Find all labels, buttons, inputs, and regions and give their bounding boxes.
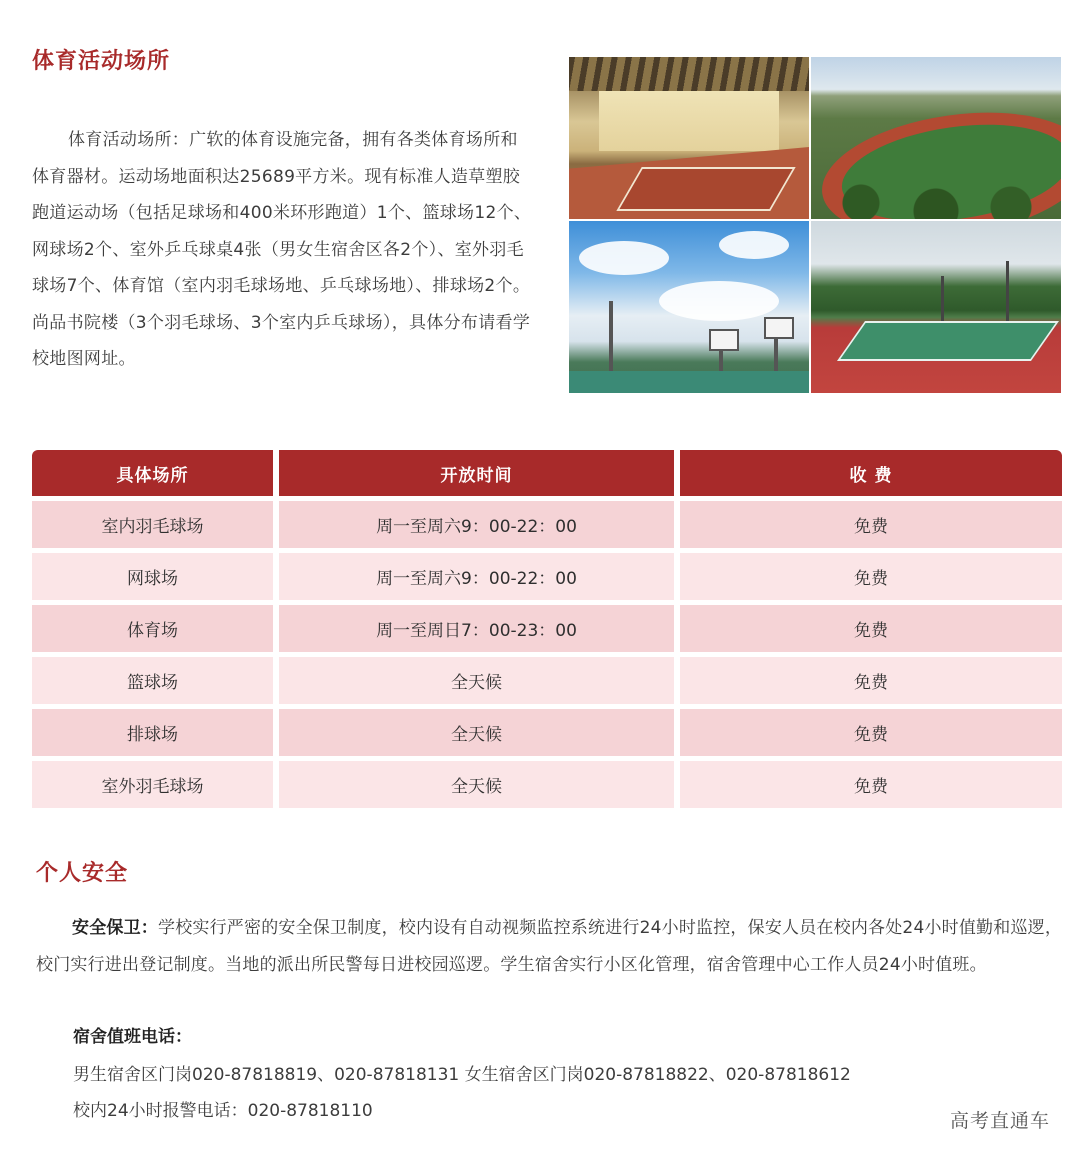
table-row [32, 605, 1062, 652]
sports-photo-grid [569, 57, 1061, 393]
fee-cell: 免费 [680, 709, 1062, 756]
time-cell: 全天候 [279, 709, 674, 756]
table-header-row [32, 450, 1062, 496]
alarm-phone-line: 校内24小时报警电话：020-87818110 [73, 1101, 373, 1121]
dorm-phone-line: 男生宿舍区门岗020-87818819、020-87818131 女生宿舍区门岗020-87818822、020-87818612 [73, 1065, 851, 1085]
header-fee: 收 费 [680, 450, 1062, 496]
header-open-time: 开放时间 [279, 450, 674, 496]
fee-cell: 免费 [680, 761, 1062, 808]
fee-cell: 免费 [680, 605, 1062, 652]
time-cell: 周一至周六9：00-22：00 [279, 501, 674, 548]
basketball-court-photo [569, 221, 809, 393]
venue-schedule-table [26, 445, 1068, 813]
venue-cell: 室内羽毛球场 [32, 501, 273, 548]
table-row [32, 709, 1062, 756]
header-venue: 具体场所 [32, 450, 273, 496]
time-cell: 周一至周六9：00-22：00 [279, 553, 674, 600]
fee-cell: 免费 [680, 501, 1062, 548]
venue-cell: 体育场 [32, 605, 273, 652]
section-title-safety: 个人安全 [36, 861, 129, 886]
indoor-gym-photo [569, 57, 809, 219]
time-cell: 全天候 [279, 761, 674, 808]
sports-intro-paragraph: 体育活动场所：广软的体育设施完备，拥有各类体育场所和体育器材。运动场地面积达25689平方米。现有标准人造草塑胶跑道运动场（包括足球场和400米环形跑道）1个、篮球场12个、网球场2个、室外乒乓球桌4张（男女生宿舍区各2个）、室外羽毛球场7个、体育馆（室内羽毛球场地、乒乓球场地）、排球场2个。尚品书院楼（3个羽毛球场、3个室内乒乓球场），具体分布请看学校地图网址。 [32, 130, 532, 369]
safety-paragraph [36, 910, 1066, 983]
time-cell: 全天候 [279, 657, 674, 704]
tennis-court-photo [811, 221, 1061, 393]
safety-label: 安全保卫： [72, 918, 158, 938]
table-row [32, 657, 1062, 704]
safety-text: 学校实行严密的安全保卫制度，校内设有自动视频监控系统进行24小时监控，保安人员在校内各处24小时值勤和巡逻，校门实行进出登记制度。当地的派出所民警每日进校园巡逻。学生宿舍实行小区化管理，宿舍管理中心工作人员24小时值班。 [36, 918, 1063, 975]
table-row [32, 501, 1062, 548]
venue-cell: 排球场 [32, 709, 273, 756]
time-cell: 周一至周日7：00-23：00 [279, 605, 674, 652]
venue-cell: 篮球场 [32, 657, 273, 704]
table-row [32, 761, 1062, 808]
fee-cell: 免费 [680, 657, 1062, 704]
table-row [32, 553, 1062, 600]
section-title-sports: 体育活动场所 [32, 49, 171, 74]
venue-cell: 网球场 [32, 553, 273, 600]
fee-cell: 免费 [680, 553, 1062, 600]
venue-cell: 室外羽毛球场 [32, 761, 273, 808]
stadium-photo [811, 57, 1061, 219]
dorm-phone-title: 宿舍值班电话： [73, 1027, 192, 1047]
watermark-text: 高考直通车 [949, 1110, 1050, 1132]
